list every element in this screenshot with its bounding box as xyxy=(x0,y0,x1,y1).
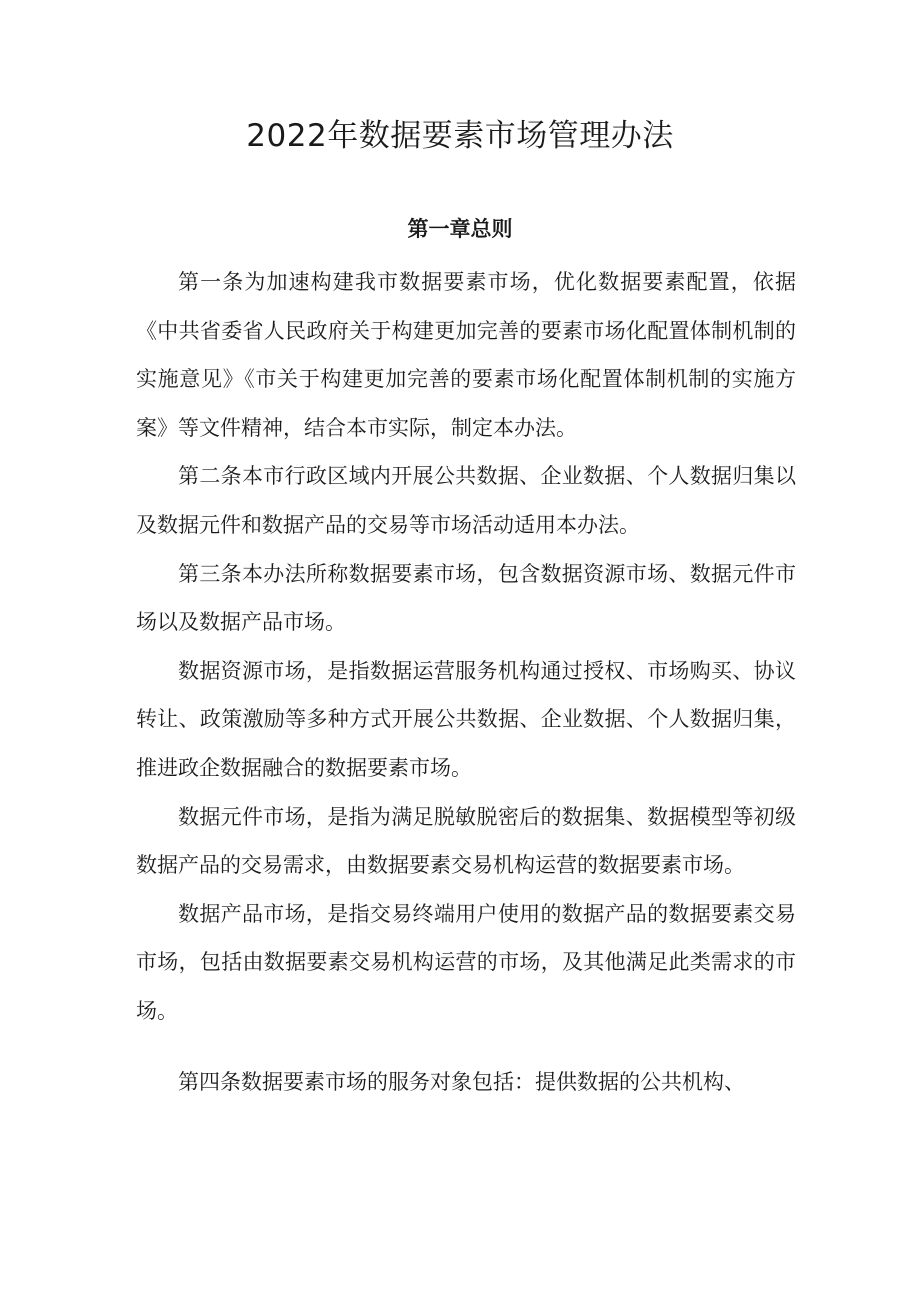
document-body xyxy=(136,258,796,1106)
article-1-paragraph: 第一条为加速构建我市数据要素市场，优化数据要素配置，依据《中共省委省人民政府关于构建更加完善的要素市场化配置体制机制的实施意见》《市关于构建更加完善的要素市场化配置体制机制的实施方案》等文件精神，结合本市实际，制定本办法。 xyxy=(136,270,796,440)
article-2-paragraph: 第二条本市行政区域内开展公共数据、企业数据、个人数据归集以及数据元件和数据产品的交易等市场活动适用本办法。 xyxy=(136,464,796,537)
data-resource-market-paragraph: 数据资源市场，是指数据运营服务机构通过授权、市场购买、协议转让、政策激励等多种方式开展公共数据、企业数据、个人数据归集，推进政企数据融合的数据要素市场。 xyxy=(136,658,796,780)
document-title: 2022年数据要素市场管理办法 xyxy=(246,118,674,154)
data-component-market-paragraph: 数据元件市场，是指为满足脱敏脱密后的数据集、数据模型等初级数据产品的交易需求，由数据要素交易机构运营的数据要素市场。 xyxy=(136,804,796,878)
data-product-market-paragraph: 数据产品市场，是指交易终端用户使用的数据产品的数据要素交易市场，包括由数据要素交易机构运营的市场，及其他满足此类需求的市场。 xyxy=(136,901,796,1023)
chapter-heading: 第一章总则 xyxy=(407,216,513,241)
article-4-paragraph: 第四条数据要素市场的服务对象包括：提供数据的公共机构、 xyxy=(178,1069,745,1094)
article-3-paragraph: 第三条本办法所称数据要素市场，包含数据资源市场、数据元件市场以及数据产品市场。 xyxy=(136,561,796,635)
